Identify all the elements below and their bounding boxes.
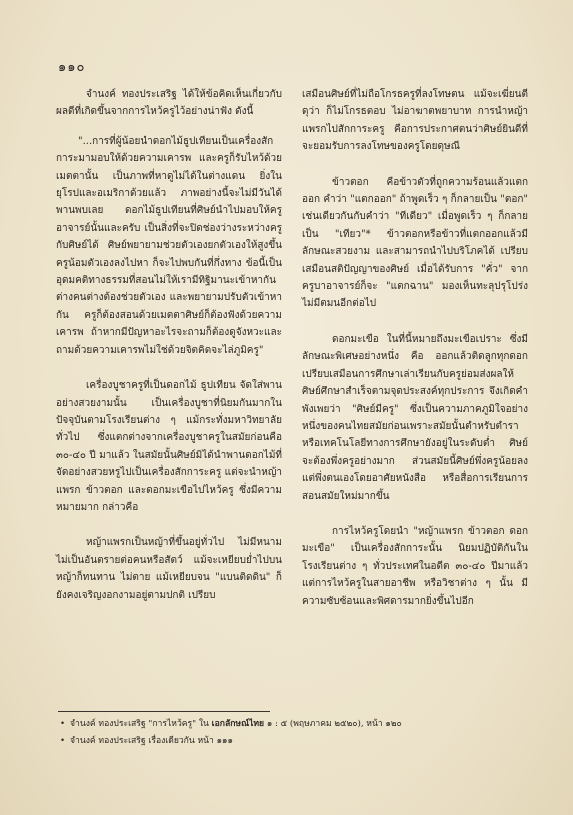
footnote-2 — [60, 733, 530, 750]
left-column — [56, 86, 282, 604]
right-column — [302, 86, 528, 610]
popped-rice-paragraph: ข้าวตอก คือข้าวตัวที่ถูกความร้อนแล้วแตกออก คำว่า "แตกออก" ถ้าพูดเร็ว ๆ ก็กลายเป็น "ตอก" เช่นเดียวกันกับคำว่า "ทีเดียว" เมื่อพูดเร็ว ๆ ก็กลายเป็น "เทียว"* ข้าวตอกหรือข้าวที่แตกออกแล้วมีลักษณะสวยงาม และสามารถนำไปบริโภคได้ เปรียบเสมือนสติปัญญาของศิษย์ เมื่อได้รับการ "คั่ว" จากครูบาอาจารย์ก็จะ "แตกฉาน" มองเห็นทะลุปรุโปร่ง ไม่มีตมนอีกต่อไป — [302, 176, 528, 310]
footnote-1-detail: ๑ : ๕ (พฤษภาคม ๒๕๒๐), หน้า ๑๒๐ — [264, 719, 402, 729]
footnote-bullet-icon: • — [60, 736, 66, 746]
footnotes — [60, 716, 530, 750]
offering-paragraph: เครื่องบูชาครูที่เป็นดอกไม้ ธูปเทียน จัดใส่พานอย่างสวยงามนั้น เป็นเครื่องบูชาที่นิยมกันมากในปัจจุบันตามโรงเรียนต่าง ๆ แม้กระทั่งมหาวิทยาลัยทั่วไป ซึ่งแตกต่างจากเครื่องบูชาครูในสมัยก่อนคือ ๓๐-๔๐ ปี มาแล้ว ในสมัยนั้นศิษย์มิได้นำพานดอกไม้ที่จัดอย่างสวยหรูไปเป็นเครื่องสักการะครู แต่จะนำหญ้าแพรก ข้าวตอก และดอกมะเขือไปไหว้ครู ซึ่งมีความหมายมาก กล่าวคือ — [56, 380, 282, 513]
eggplant-flower-paragraph: ดอกมะเขือ ในที่นี้หมายถึงมะเขือเปราะ ซึ่งมีลักษณะพิเศษอย่างหนึ่ง คือ ออกแล้วติดลูกทุกดอก เปรียบเสมือนการศึกษาเล่าเรียนกับครูย่อมส่งผลให้ศิษย์ศึกษาสำเร็จตามจุดประสงค์ทุกประการ จึงเกิดคำพังเพยว่า "ศิษย์มีครู" ซึ่งเป็นความภาคภูมิใจอย่างหนึ่งของคนไทยสมัยก่อนเพราะสมัยนั้นตำหรับตำรา หรือเทคโนโลยีทางการศึกษายังอยู่ในระดับต่ำ ศิษย์จะต้องพึ่งครูอย่างมาก ส่วนสมัยนี้ศิษย์พึ่งครูน้อยลง แต่พึ่งตนเองโดยอาศัยหนังสือ หรือสื่อการเรียนการสอนสมัยใหม่มากขึ้น — [302, 333, 528, 502]
footnote-1 — [60, 716, 530, 733]
bermuda-grass-paragraph: หญ้าแพรกเป็นหญ้าที่ขึ้นอยู่ทั่วไป ไม่มีหนาม ไม่เป็นอันตรายต่อคนหรือสัตว์ แม้จะเหยียบย่ำไปบนหญ้าก็ทนทาน ไม่ตาย แม้เหยียบจน "แบนติดดิน" ก็ยังคงเจริญงอกงามอยู่ตามปกติ เปรียบ — [56, 537, 282, 601]
intro-paragraph: จำนงค์ ทองประเสริฐ ได้ให้ข้อคิดเห็นเกี่ยวกับผลดีที่เกิดขึ้นจากการไหว้ครูไว้อย่างน่าฟัง ดังนี้ — [56, 89, 282, 118]
continuation-paragraph: เสมือนศิษย์ที่ไม่ถือโกรธครูที่ลงโทษตน แม้จะเฆี่ยนตี ดุว่า ก็ไม่โกรธตอบ ไม่อาฆาตพยาบาท การนำหญ้าแพรกไปสักการะครู คือการประกาศตนว่าศิษย์ยินดีที่จะยอมรับการลงโทษของครูโดยดุษณี — [302, 89, 528, 153]
footnote-bullet-icon: • — [60, 719, 66, 729]
page-number: ๑๑๐ — [58, 60, 86, 75]
footnote-1-text: จำนงค์ ทองประเสริฐ "การไหว้ครู" ใน — [70, 719, 212, 729]
footnote-1-source: เอกลักษณ์ไทย — [211, 719, 265, 729]
ceremony-paragraph: การไหว้ครูโดยนำ "หญ้าแพรก ข้าวตอก ดอกมะเขือ" เป็นเครื่องสักการะนั้น นิยมปฏิบัติกันในโรงเรียนต่าง ๆ ทั่วประเทศในอดีต ๓๐-๔๐ ปีมาแล้วแต่การไหว้ครูในสายอาชีพ หรือวิชาต่าง ๆ นั้น มีความซับซ้อนและพิศดารมากยิ่งขึ้นไปอีก — [302, 525, 528, 607]
quote-paragraph: "...การที่ผู้น้อยนำดอกไม้ธูปเทียนเป็นเครื่องสักการะมามอบให้ด้วยความเคารพ และครูก็รับไหว้ด้วยเมตตานั้น เป็นภาพที่หาดูไม่ได้ในต่างแดน ยิ่งในยุโรปและอเมริกาด้วยแล้ว ภาพอย่างนี้จะไม่มีวันได้พานพบเลย ดอกไม้ธูปเทียนที่ศิษย์นำไปมอบให้ครูอาจารย์นั้นและครับ เป็นสิ่งที่จะปิดช่องว่างระหว่างครูกับศิษย์ได้ ศิษย์พยายามช่วยตัวเองยกตัวเองให้สูงขึ้น ครูน้อมตัวเองลงไปหา ก็จะไปพบกันที่กึ่งทาง ข้อนี้เป็นอุดมคติทางธรรมที่สอนไม่ให้เรามีทิฐิมานะเข้าหากัน ต่างคนต่างต้องช่วยตัวเอง และพยายามปรับตัวเข้าหากัน ครูก็ต้องสอนด้วยเมตตาศิษย์ก็ต้องฟังด้วยความเคารพ ถ้าหากมีปัญหาอะไรจะถามก็ต้องดูจังหวะและถามด้วยความเคารพไม่ใช่ด้วยจิตคิดจะไล่ภูมิครู" — [56, 135, 282, 356]
footnote-divider — [58, 711, 270, 712]
footnote-2-text: จำนงค์ ทองประเสริฐ เรื่องเดียวกัน หน้า ๑๑๑ — [70, 736, 233, 746]
